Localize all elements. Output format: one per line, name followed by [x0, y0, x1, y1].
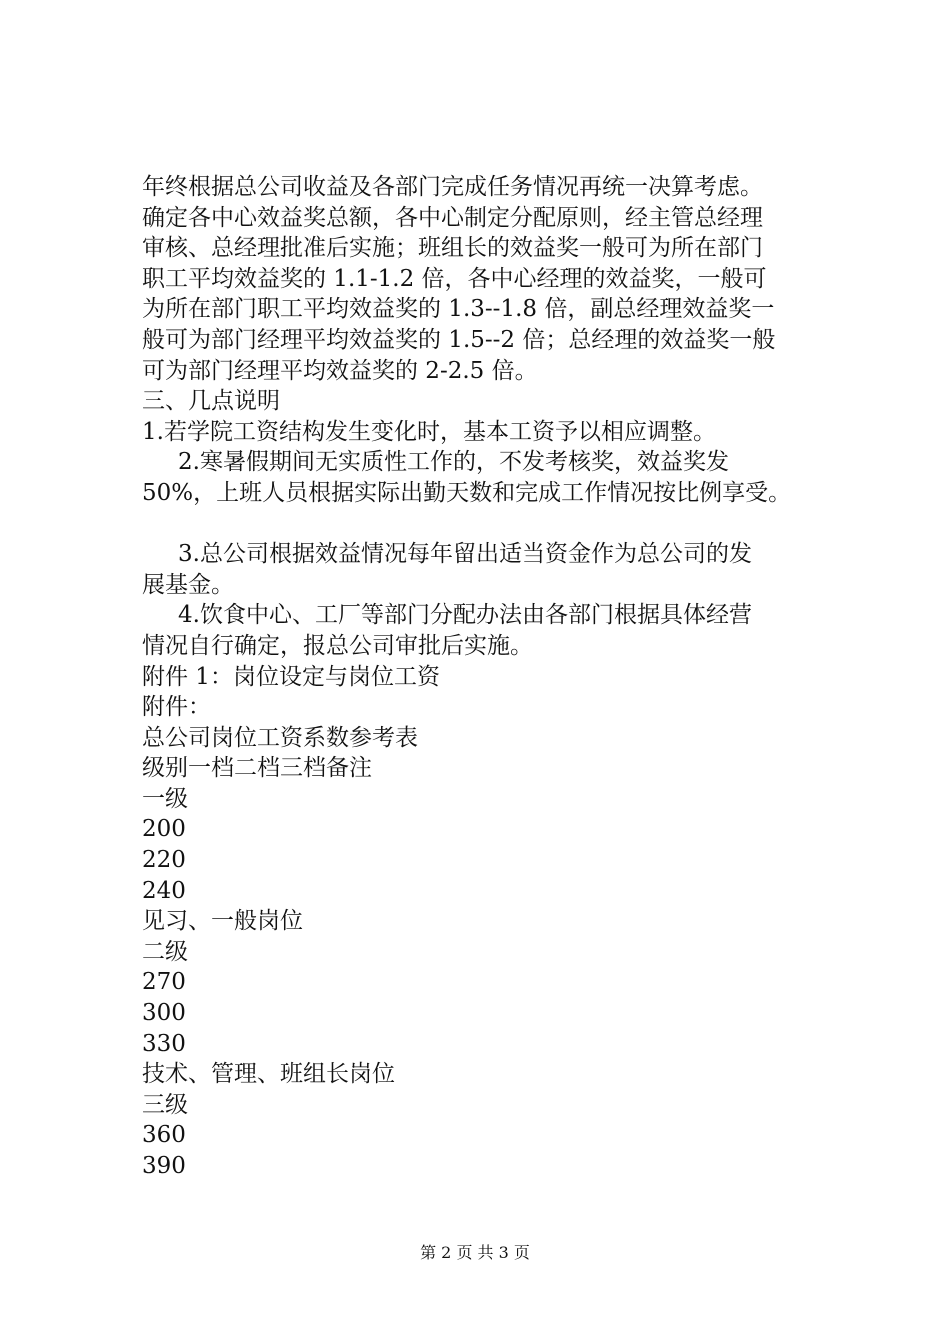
text-line: 3.总公司根据效益情况每年留出适当资金作为总公司的发 — [178, 541, 752, 568]
text-line: 展基金。 — [142, 571, 234, 598]
text-line: 年终根据总公司收益及各部门完成任务情况再统一决算考虑。 — [142, 174, 763, 200]
note-2 — [142, 447, 832, 508]
table-cell-value: 270 — [142, 969, 186, 996]
table-cell-value: 360 — [142, 1122, 186, 1149]
text-line: 2.寒暑假期间无实质性工作的，不发考核奖，效益奖发 — [178, 449, 729, 476]
section-heading: 三、几点说明 — [142, 388, 280, 415]
paragraph-bonus-calculation — [142, 172, 832, 386]
text-line: 4.饮食中心、工厂等部门分配办法由各部门根据具体经营 — [178, 602, 752, 629]
table-cell-value: 240 — [142, 877, 186, 904]
text-line: 情况自行确定，报总公司审批后实施。 — [142, 632, 533, 659]
page-indicator: 第 2 页 共 3 页 — [420, 1243, 530, 1262]
text-line: 为所在部门职工平均效益奖的 1.3--1.8 倍，副总经理效益奖一 — [142, 296, 775, 323]
text-line: 般可为部门经理平均效益奖的 1.5--2 倍；总经理的效益奖一般 — [142, 326, 776, 353]
table-cell-note: 技术、管理、班组长岗位 — [142, 1061, 395, 1088]
table-cell-level: 一级 — [142, 785, 188, 812]
blank-line — [142, 509, 832, 540]
note-1: 1.若学院工资结构发生变化时，基本工资予以相应调整。 — [142, 418, 716, 445]
table-row-level-1 — [142, 784, 832, 937]
table-cell-value: 300 — [142, 1000, 186, 1027]
table-cell-value: 220 — [142, 847, 186, 874]
text-line: 确定各中心效益奖总额，各中心制定分配原则，经主管总经理 — [142, 204, 763, 231]
note-3 — [142, 539, 832, 600]
table-cell-level: 三级 — [142, 1091, 188, 1118]
text-line: 可为部门经理平均效益奖的 2-2.5 倍。 — [142, 357, 538, 384]
page-footer — [0, 1243, 950, 1263]
text-line: 职工平均效益奖的 1.1-1.2 倍，各中心经理的效益奖，一般可 — [142, 265, 767, 292]
table-row-level-2 — [142, 937, 832, 1090]
table-title: 总公司岗位工资系数参考表 — [142, 724, 418, 751]
attachment-label: 附件： — [142, 694, 211, 721]
text-line: 审核、总经理批准后实施；班组长的效益奖一般可为所在部门 — [142, 235, 763, 262]
table-cell-level: 二级 — [142, 938, 188, 965]
table-cell-value: 390 — [142, 1153, 186, 1179]
note-4 — [142, 600, 832, 661]
document-body — [142, 172, 832, 1182]
table-row-level-3 — [142, 1090, 832, 1182]
attachment-line: 附件 1：岗位设定与岗位工资 — [142, 663, 440, 690]
table-cell-value: 330 — [142, 1030, 186, 1057]
table-cell-value: 200 — [142, 816, 186, 843]
text-line: 50%，上班人员根据实际出勤天数和完成工作情况按比例享受。 — [142, 479, 792, 506]
table-header: 级别一档二档三档备注 — [142, 755, 372, 782]
table-cell-note: 见习、一般岗位 — [142, 908, 303, 935]
